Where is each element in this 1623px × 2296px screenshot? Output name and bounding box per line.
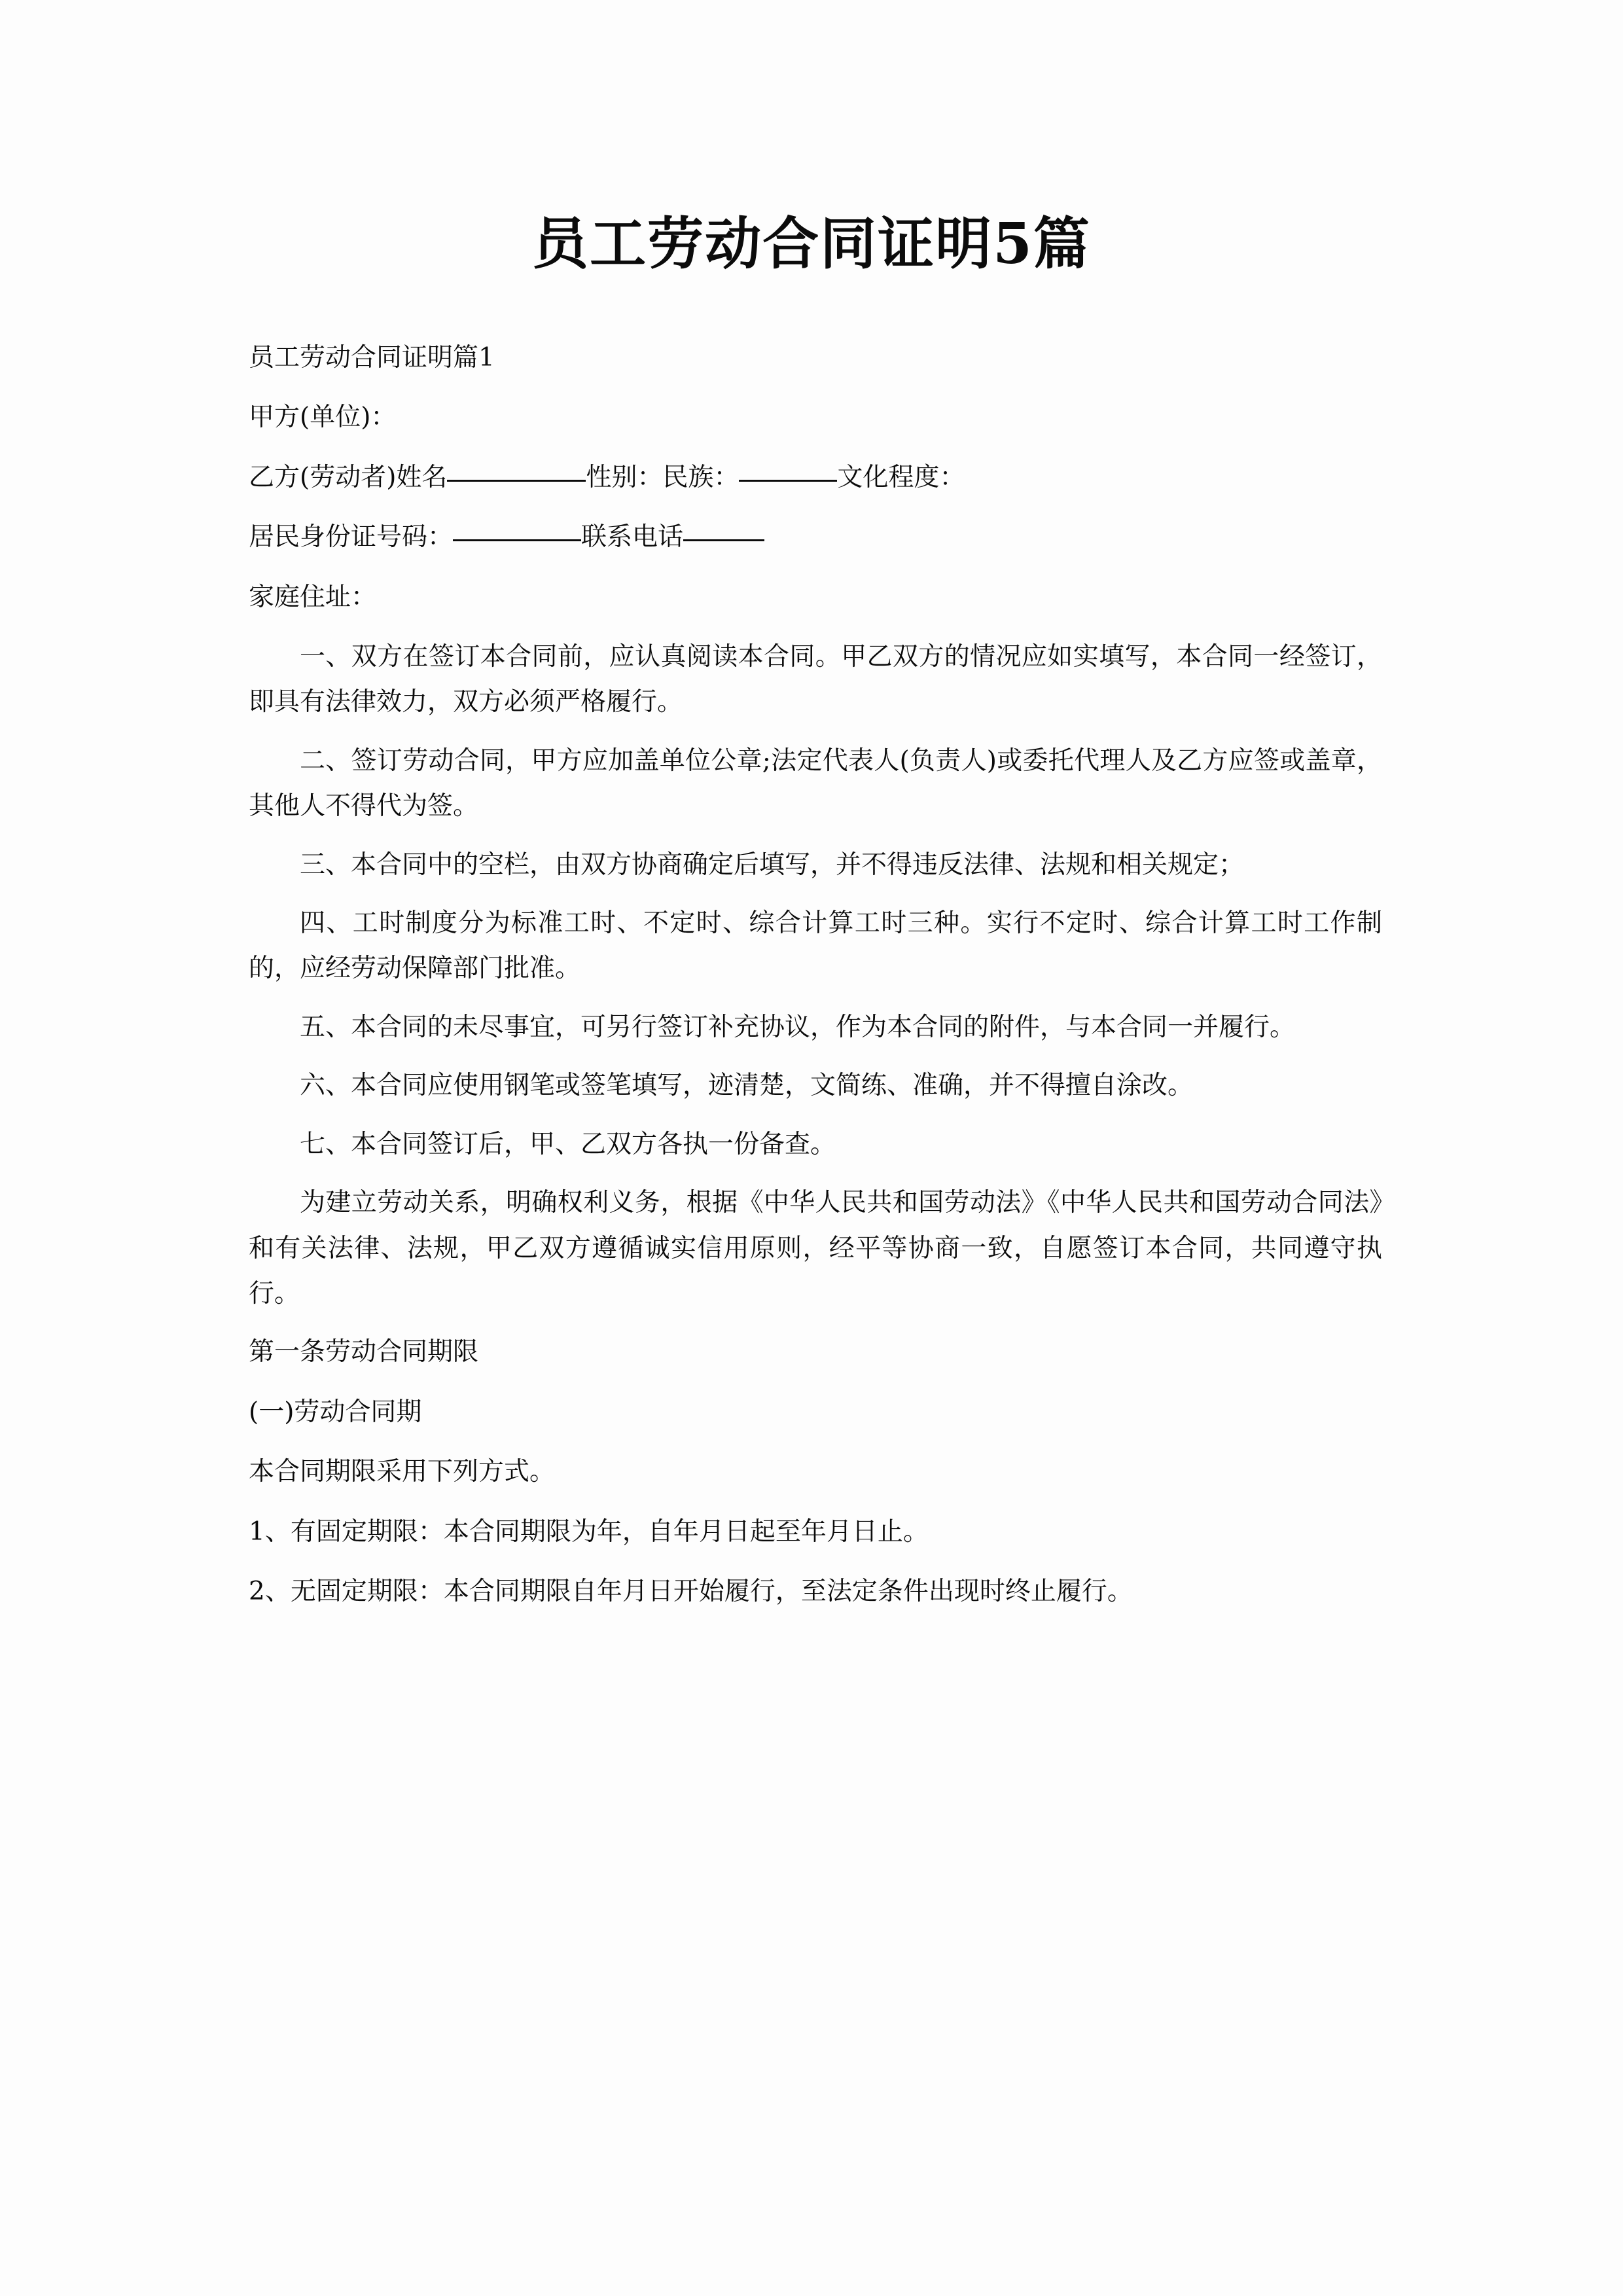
article-1-option-fixed-term: 1、有固定期限：本合同期限为年，自年月日起至年月日止。 <box>249 1516 929 1547</box>
clause-item-5: 五、本合同的未尽事宜，可另行签订补充协议，作为本合同的附件，与本合同一并履行。 <box>300 1012 1296 1042</box>
field-home-address: 家庭住址： <box>249 582 377 612</box>
article-1-option-open-term: 2、无固定期限：本合同期限自年月日开始履行，至法定条件出现时终止履行。 <box>249 1576 1133 1606</box>
clause-item-1: 一、双方在签订本合同前，应认真阅读本合同。甲乙双方的情况应如实填写，本合同一经签订，即具有法律效力，双方必须严格履行。 <box>249 642 1382 717</box>
field-party-b <box>249 455 1382 500</box>
contract-preamble: 为建立劳动关系，明确权利义务，根据《中华人民共和国劳动法》《中华人民共和国劳动合同法》和有关法律、法规，甲乙双方遵循诚实信用原则，经平等协商一致，自愿签订本合同，共同遵守执行。 <box>249 1188 1382 1308</box>
clause-item-4: 四、工时制度分为标准工时、不定时、综合计算工时三种。实行不定时、综合计算工时工作制的，应经劳动保障部门批准。 <box>249 908 1382 984</box>
clause-item-3: 三、本合同中的空栏，由双方协商确定后填写，并不得违反法律、法规和相关规定； <box>300 850 1245 880</box>
field-id-label: 居民身份证号码： <box>249 522 454 552</box>
field-phone-blank[interactable] <box>683 539 764 541</box>
field-phone-label: 联系电话 <box>581 522 684 552</box>
field-id-blank[interactable] <box>453 539 581 541</box>
field-education-label: 文化程度： <box>837 462 965 492</box>
field-party-a: 甲方(单位)： <box>249 403 397 433</box>
article-1-subheading: (一)劳动合同期 <box>249 1397 422 1427</box>
clause-item-2: 二、签订劳动合同，甲方应加盖单位公章;法定代表人(负责人)或委托代理人及乙方应签或盖章，其他人不得代为签。 <box>249 745 1382 821</box>
page-title: 员工劳动合同证明5篇 <box>532 210 1091 277</box>
article-1-heading: 第一条劳动合同期限 <box>249 1337 479 1367</box>
document-body <box>249 335 1382 1628</box>
clause-item-6: 六、本合同应使用钢笔或签笔填写，迹清楚，文简练、准确，并不得擅自涂改。 <box>300 1071 1194 1101</box>
field-gender-ethnicity-label: 性别：民族： <box>586 462 740 492</box>
field-ethnicity-blank[interactable] <box>739 479 837 482</box>
field-id-phone <box>249 514 1382 560</box>
field-party-b-label: 乙方(劳动者)姓名 <box>249 462 448 492</box>
field-party-b-name-blank[interactable] <box>447 479 586 482</box>
section-heading-piece-1: 员工劳动合同证明篇1 <box>249 343 495 372</box>
clause-item-7: 七、本合同签订后，甲、乙双方各执一份备查。 <box>300 1129 836 1159</box>
article-1-lead-in: 本合同期限采用下列方式。 <box>249 1457 556 1487</box>
